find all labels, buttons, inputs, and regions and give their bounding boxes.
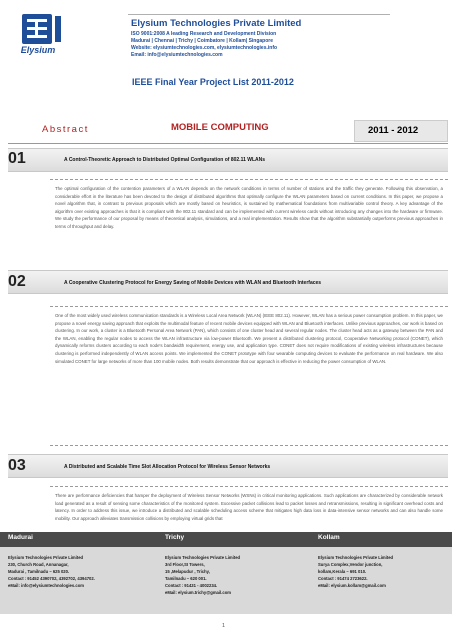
company-name: Elysium Technologies Private Limited bbox=[131, 18, 302, 29]
letterhead bbox=[0, 0, 452, 72]
address-line: Contact : 91431 - 4002234. bbox=[165, 583, 218, 588]
abstract-text: The optimal configuration of the contention parameters of a WLAN depends on the network conditions in terms of number of stations and the traffic they generate. Following this observation, a considerable effort in the literature has been devoted to the design of distributed algorithms that optimally configure the WLAN parameters based on current conditions. In this paper, we propose a novel algorithm that, in contrast to previous proposals which are mostly based on heuristics, is sustained by mathematical foundations from multivariable control theory. A key advantage of the algorithm over existing approaches is that it is compliant with the 802.11 standard and can be implemented with current wireless cards without introducing any changes into the hardware or firmware. We study the performance of our proposal by means of theoretical analysis, simulations, and a real implementation. Results show that the algorithm substantially outperforms previous approaches in terms of throughput and delay. bbox=[55, 186, 443, 229]
page-number: 1 bbox=[222, 623, 226, 629]
logo-side-bar bbox=[55, 16, 61, 42]
abstract-text: There are performance deficiencies that hamper the deployment of Wireless Sensor Networks (WSNs) in critical monitoring applications. Such applications are characterized by considerable network load generated as a result of sensing some characteristics of the monitored system. Excessive packet collisions lead to packet losses and retransmissions, resulting in significant overhead costs and latency. In order to address this issue, we introduce a distributed and scalable scheduling access scheme that mitigates high data loss in data-intensive sensor networks and can also handle some mobility. Our approach alleviates transmission collisions by employing virtual grids that bbox=[55, 493, 443, 521]
address-line: Contact : 91474 2723622. bbox=[318, 576, 368, 581]
address-line: Elysium Technologies Private Limited bbox=[165, 555, 241, 560]
company-website: Website: elysiumtechnologies.com, elysiumtechnologies.info bbox=[131, 45, 278, 51]
address-email[interactable]: eMail: info@elysiumtechnologies.com bbox=[8, 583, 84, 588]
company-logo bbox=[8, 14, 68, 58]
company-tagline: ISO 9001:2008 A leading Research and Development Division bbox=[131, 31, 277, 37]
address-line: 15 ,Melapudur , Trichy, bbox=[165, 569, 210, 574]
abstract-text: One of the most widely used wireless communication standards is a Wireless Local Area Network (WLAN) (IEEE 802.11). However, WLAN has a serious power consumption problem. In this paper, we propose a novel energy saving approach that exploits the multimodal feature of recent mobile devices equipped with WLAN and Bluetooth interfaces. Unlike previous approaches, our work is based on clustering. In our work, a cluster is a Bluetooth Personal Area Network (PAN), which consists of one cluster head and several regular nodes. The cluster head acts as a gateway between the PAN and the WLAN, enabling the regular nodes to access the WLAN infrastructure via low-power Bluetooth. We present a distributed clustering protocol, Cooperative Networking protocol (CONET), which dynamically reforms clusters according to each node's bandwidth requirement, energy use, and application type. CONET does not require modifications of existing wireless infrastructures because clustering is performed independently of WLAN access points. We implemented the CONET prototype with four wearable computing devices to evaluate the performance on real hardware. We also simulated CONET for large networks of more than 100 mobile nodes. Both results demonstrate that our approach is effective in reducing the power consumption of WLAN. bbox=[55, 313, 443, 364]
company-email: Email: info@elysiumtechnologies.com bbox=[131, 52, 223, 58]
abstract-label: Abstract bbox=[42, 124, 89, 135]
banner-rule bbox=[8, 143, 448, 144]
footer-contacts bbox=[0, 532, 452, 614]
logo-mark bbox=[22, 14, 52, 44]
section-title: A Cooperative Clustering Protocol for Energy Saving of Mobile Devices with WLAN and Bluetooth Interfaces bbox=[64, 280, 322, 286]
year-label: 2011 - 2012 bbox=[368, 125, 419, 136]
address-email[interactable]: eMail: elysium.trichy@gmail.com bbox=[165, 590, 231, 595]
address-line: Elysium Technologies Private Limited bbox=[8, 555, 84, 560]
section-number: 03 bbox=[8, 457, 26, 474]
header-rule bbox=[128, 14, 390, 15]
address-line: Contact : 91452 4390702, 4392702, 4394702. bbox=[8, 576, 95, 581]
subject-title: MOBILE COMPUTING bbox=[171, 122, 269, 133]
address-line: Madurai , Tamilnadu – 625 020. bbox=[8, 569, 70, 574]
abstract-box bbox=[50, 306, 448, 446]
section-title: A Control-Theoretic Approach to Distributed Optimal Configuration of 802.11 WLANs bbox=[64, 157, 266, 163]
address-email[interactable]: eMail: elysium.kollam@gmail.com bbox=[318, 583, 386, 588]
address-line: kollam,Kerala – 691 010. bbox=[318, 569, 367, 574]
office-city-madurai: Madurai bbox=[8, 534, 33, 541]
office-city-kollam: Kollam bbox=[318, 534, 340, 541]
abstract-box bbox=[50, 486, 448, 530]
address-line: Elysium Technologies Private Limited bbox=[318, 555, 394, 560]
address-line: 230, Church Road, Annanagar, bbox=[8, 562, 69, 567]
office-city-trichy: Trichy bbox=[165, 534, 185, 541]
section-number: 02 bbox=[8, 273, 26, 290]
address-line: 3rd Floor,SI Towers, bbox=[165, 562, 205, 567]
section-number: 01 bbox=[8, 150, 26, 167]
company-locations: Madurai | Chennai | Trichy | Coimbatore | Kollam| Singapore bbox=[131, 38, 274, 44]
office-address-kollam bbox=[318, 554, 393, 589]
abstract-box bbox=[50, 179, 448, 282]
footer-header-bar bbox=[0, 532, 452, 547]
office-address-madurai bbox=[8, 554, 95, 589]
logo-wordmark: Elysium bbox=[20, 45, 56, 55]
section-title: A Distributed and Scalable Time Slot Allocation Protocol for Wireless Sensor Networks bbox=[64, 464, 271, 470]
address-line: Surya Complex,Vendor junction, bbox=[318, 562, 383, 567]
project-list-title: IEEE Final Year Project List 2011-2012 bbox=[132, 77, 294, 87]
address-line: Tamilnadu – 620 001. bbox=[165, 576, 207, 581]
office-address-trichy bbox=[165, 554, 240, 596]
